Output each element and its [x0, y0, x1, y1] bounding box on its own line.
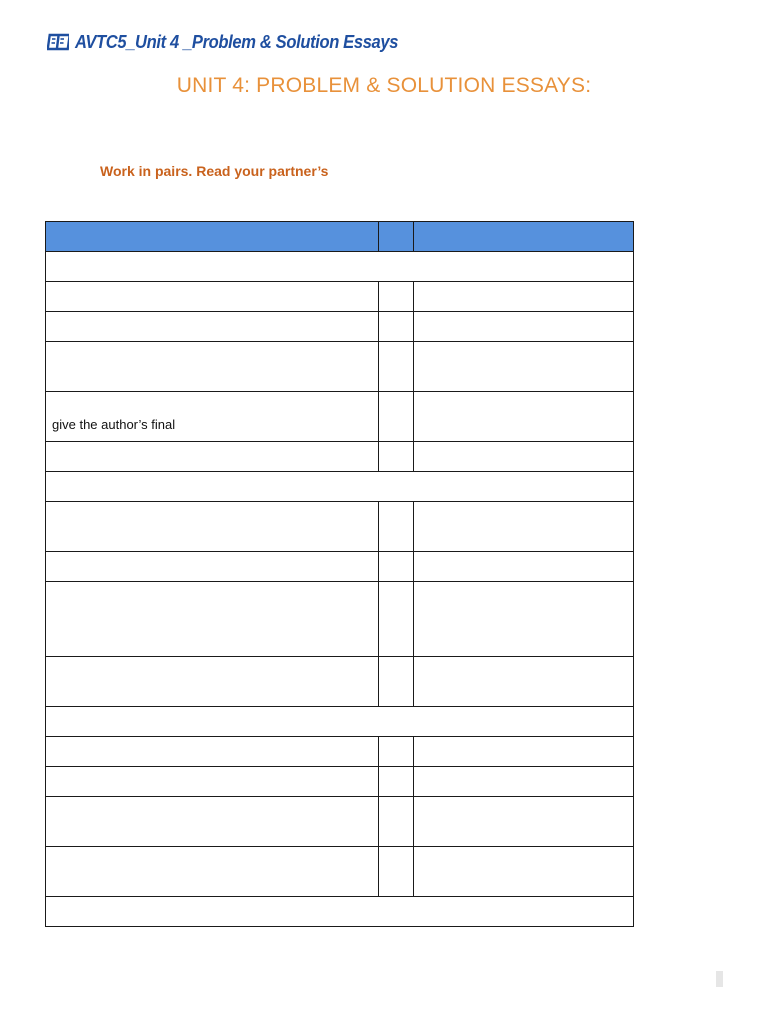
check-cell[interactable]	[379, 767, 414, 797]
criteria-cell	[46, 847, 379, 897]
section-cell	[46, 252, 634, 282]
check-cell[interactable]	[379, 797, 414, 847]
header-title: AVTC5_Unit 4 _Problem & Solution Essays	[75, 31, 399, 52]
table-row	[46, 282, 634, 312]
check-cell[interactable]	[379, 657, 414, 707]
check-cell[interactable]	[379, 582, 414, 657]
table-row	[46, 797, 634, 847]
comment-cell[interactable]	[414, 342, 634, 392]
check-cell[interactable]	[379, 847, 414, 897]
section-row	[46, 897, 634, 927]
criteria-cell	[46, 342, 379, 392]
check-cell[interactable]	[379, 342, 414, 392]
check-cell[interactable]	[379, 442, 414, 472]
criteria-cell	[46, 552, 379, 582]
criteria-cell	[46, 657, 379, 707]
section-cell	[46, 472, 634, 502]
section-row	[46, 252, 634, 282]
page-marker	[716, 971, 723, 987]
section-row	[46, 707, 634, 737]
book-icon	[47, 33, 69, 51]
section-row	[46, 472, 634, 502]
criteria-cell	[46, 282, 379, 312]
check-cell[interactable]	[379, 737, 414, 767]
table-row	[46, 312, 634, 342]
comment-cell[interactable]	[414, 552, 634, 582]
instruction-text: Work in pairs. Read your partner’s	[100, 163, 329, 179]
comment-cell[interactable]	[414, 657, 634, 707]
criteria-cell	[46, 502, 379, 552]
table-row	[46, 737, 634, 767]
comment-cell[interactable]	[414, 442, 634, 472]
criteria-cell	[46, 737, 379, 767]
check-cell[interactable]	[379, 282, 414, 312]
table-row	[46, 502, 634, 552]
comment-cell[interactable]	[414, 502, 634, 552]
criteria-cell	[46, 797, 379, 847]
check-cell[interactable]	[379, 312, 414, 342]
table-row	[46, 847, 634, 897]
check-cell[interactable]	[379, 502, 414, 552]
table-row	[46, 552, 634, 582]
table-header-row	[46, 222, 634, 252]
comment-cell[interactable]	[414, 797, 634, 847]
header-cell-comments	[414, 222, 634, 252]
comment-cell[interactable]	[414, 737, 634, 767]
comment-cell[interactable]	[414, 582, 634, 657]
document-header	[47, 30, 426, 54]
comment-cell[interactable]	[414, 392, 634, 442]
header-cell-check	[379, 222, 414, 252]
criteria-cell	[46, 442, 379, 472]
section-cell	[46, 707, 634, 737]
table-row	[46, 392, 634, 442]
criteria-cell	[46, 767, 379, 797]
criteria-cell: give the author’s final	[46, 392, 379, 442]
peer-review-table	[45, 221, 634, 927]
comment-cell[interactable]	[414, 847, 634, 897]
table-row	[46, 442, 634, 472]
criteria-cell	[46, 312, 379, 342]
comment-cell[interactable]	[414, 312, 634, 342]
page-title: UNIT 4: PROBLEM & SOLUTION ESSAYS:	[176, 74, 592, 97]
comment-cell[interactable]	[414, 767, 634, 797]
header-cell-criteria	[46, 222, 379, 252]
table-row	[46, 657, 634, 707]
comment-cell[interactable]	[414, 282, 634, 312]
table-row	[46, 582, 634, 657]
check-cell[interactable]	[379, 392, 414, 442]
section-cell	[46, 897, 634, 927]
table-row	[46, 767, 634, 797]
table-row	[46, 342, 634, 392]
check-cell[interactable]	[379, 552, 414, 582]
criteria-cell	[46, 582, 379, 657]
